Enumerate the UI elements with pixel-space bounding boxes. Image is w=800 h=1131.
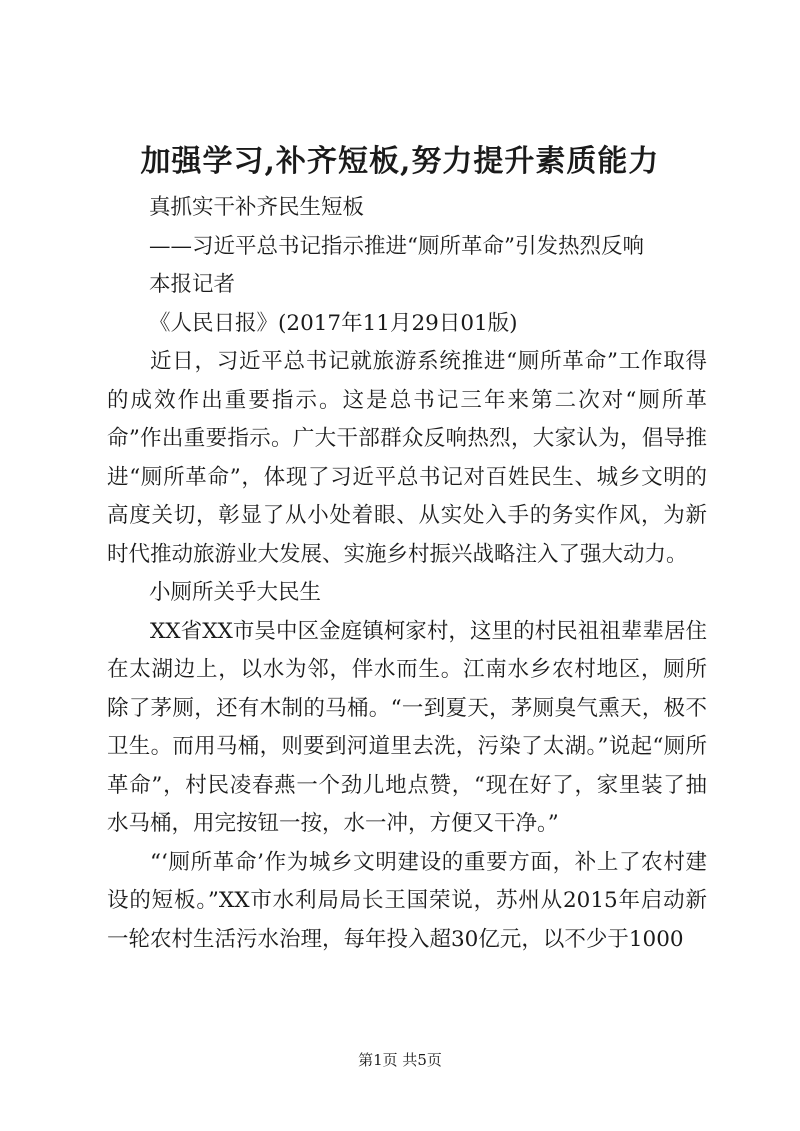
subtitle: 真抓实干补齐民生短板 [149, 195, 365, 220]
paragraph: 近日，习近平总书记就旅游系统推进“厕所革命”工作取得的成效作出重要指示。这是总书记三年来第二次对“厕所革命”作出重要指示。广大干部群众反响热烈，大家认为，倡导推进“厕所革命”，体现了习近平总书记对百姓民生、城乡文明的高度关切，彰显了从小处着眼、从实处入手的务实作风，为新时代推动旅游业大发展、实施乡村振兴战略注入了强大动力。 [107, 349, 707, 567]
source-line: 《人民日报》(2017年11月29日01版) [149, 310, 518, 336]
byline: 本报记者 [149, 272, 236, 297]
document-title: 加强学习,补齐短板,努力提升素质能力 [140, 144, 660, 179]
paragraph: XX省XX市吴中区金庭镇柯家村，这里的村民祖祖辈辈居住在太湖边上，以水为邻，伴水而生。江南水乡农村地区，厕所除了茅厕，还有木制的马桶。“一到夏天，茅厕臭气熏天，极不卫生。而用马桶，则要到河道里去洗，污染了太湖。”说起“厕所革命”，村民凌春燕一个劲儿地点赞，“现在好了，家里装了抽水马桶，用完按钮一按，水一冲，方便又干净。” [107, 618, 707, 836]
document-body [107, 189, 707, 959]
page-footer: 第1页 共5页 [358, 1051, 442, 1069]
subtitle-dash-line: ——习近平总书记指示推进“厕所革命”引发热烈反响 [149, 233, 644, 259]
paragraph: “‘厕所革命’作为城乡文明建设的重要方面，补上了农村建设的短板。”XX市水利局局长王国荣说，苏州从2015年启动新一轮农村生活污水治理，每年投入超30亿元，以不少于1000 [107, 849, 707, 952]
section-heading: 小厕所关乎大民生 [149, 580, 322, 605]
